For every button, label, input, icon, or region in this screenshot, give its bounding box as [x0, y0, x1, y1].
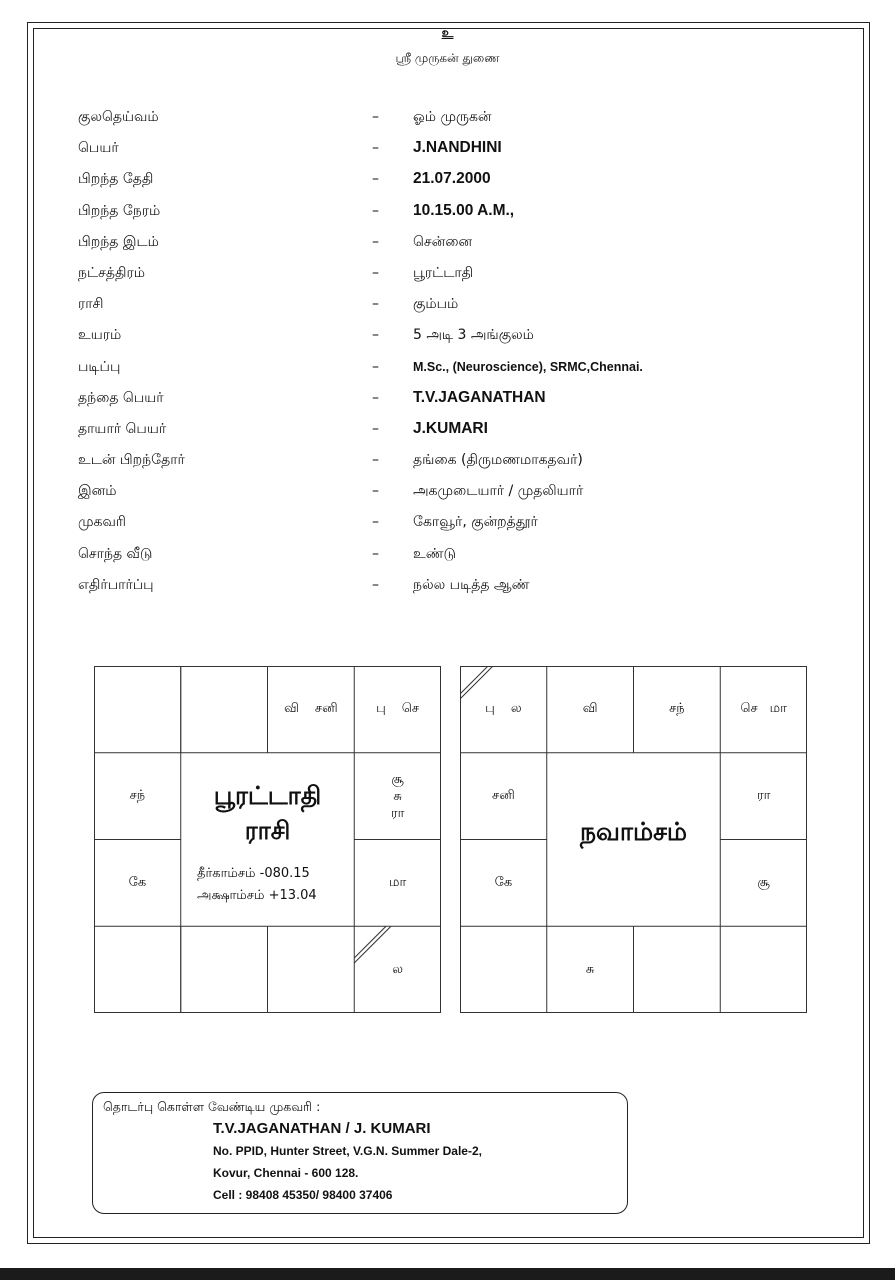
- contact-heading: தொடர்பு கொள்ள வேண்டிய முகவரி :: [103, 1099, 321, 1114]
- detail-separator: –: [372, 514, 379, 531]
- longitude-value: -080.15: [259, 866, 310, 881]
- detail-row: [78, 137, 838, 168]
- detail-separator: –: [372, 420, 379, 437]
- rasi-chart-title: [181, 778, 355, 848]
- detail-label: பெயர்: [78, 140, 119, 157]
- detail-value: J.NANDHINI: [413, 139, 502, 157]
- detail-row: [78, 231, 838, 262]
- detail-row: [78, 356, 838, 387]
- detail-label: இனம்: [78, 483, 117, 500]
- rasi-cell-r2c0: கே: [128, 874, 147, 890]
- detail-value: J.KUMARI: [413, 419, 488, 437]
- bottom-edge: [0, 1268, 895, 1280]
- detail-value: கோவூர், குன்றத்தூர்: [413, 514, 538, 531]
- navamsam-cell-r0c0: பு ல: [485, 701, 522, 717]
- detail-row: [78, 480, 838, 511]
- detail-separator: –: [372, 109, 379, 125]
- navamsam-cell-r0c3: செ மா: [740, 701, 787, 717]
- detail-value: கும்பம்: [413, 296, 459, 313]
- detail-row: [78, 511, 838, 542]
- detail-separator: –: [372, 389, 379, 406]
- latitude-value: +13.04: [268, 888, 317, 903]
- detail-value: தங்கை (திருமணமாகதவர்): [413, 452, 583, 469]
- navamsam-cell-r0c2: சந்: [669, 701, 685, 717]
- contact-phone: Cell : 98408 45350/ 98400 37406: [213, 1188, 393, 1202]
- navamsam-cell-r1c3: ரா: [756, 788, 771, 804]
- navamsam-cell-r1c0: சனி: [492, 788, 515, 804]
- detail-label: ராசி: [78, 296, 104, 313]
- detail-label: தந்தை பெயர்: [78, 389, 164, 406]
- detail-value: சென்னை: [413, 233, 473, 250]
- rasi-cell-r3c3: ல: [392, 961, 404, 977]
- detail-value: 21.07.2000: [413, 170, 491, 188]
- detail-separator: –: [372, 296, 379, 313]
- detail-value: 5 அடி 3 அங்குலம்: [413, 327, 534, 344]
- rasi-cell-r0c3: பு செ: [376, 701, 420, 717]
- contact-address-line2: Kovur, Chennai - 600 128.: [213, 1166, 359, 1180]
- rasi-chart: [94, 666, 441, 1013]
- detail-value: 10.15.00 A.M.,: [413, 201, 515, 219]
- detail-separator: –: [372, 233, 379, 250]
- detail-separator: –: [372, 483, 379, 500]
- rasi-title-rasi: ராசி: [244, 816, 291, 845]
- detail-label: உயரம்: [78, 327, 122, 344]
- rasi-cell-r0c2: வி சனி: [284, 701, 338, 717]
- detail-label: முகவரி: [78, 514, 126, 531]
- detail-label: பிறந்த தேதி: [78, 171, 154, 188]
- rasi-title-star: பூரட்டாதி: [213, 781, 322, 810]
- detail-separator: –: [372, 545, 379, 562]
- contact-name: T.V.JAGANATHAN / J. KUMARI: [213, 1120, 431, 1137]
- blessing-line: ஸ்ரீ முருகன் துணை: [395, 51, 500, 65]
- detail-label: தாயார் பெயர்: [78, 420, 167, 437]
- detail-label: உடன் பிறந்தோர்: [78, 452, 185, 469]
- rasi-cell-r1c0: சந்: [129, 788, 146, 804]
- detail-separator: –: [372, 576, 379, 593]
- detail-value: நல்ல படித்த ஆண்: [413, 576, 530, 593]
- detail-label: படிப்பு: [78, 358, 121, 375]
- detail-label: பிறந்த இடம்: [78, 233, 159, 250]
- detail-value: உண்டு: [413, 545, 457, 562]
- navamsam-chart-title: நவாம்சம்: [579, 817, 688, 846]
- detail-row: [78, 200, 838, 231]
- detail-separator: –: [372, 171, 379, 188]
- rasi-cell-r2c3: மா: [388, 874, 407, 890]
- detail-label: பிறந்த நேரம்: [78, 202, 161, 219]
- detail-row: [78, 387, 838, 418]
- pillaiyar-suzhi: உ: [441, 26, 454, 41]
- navamsam-cell-r2c3: சூ: [757, 874, 770, 890]
- detail-row: [78, 293, 838, 324]
- detail-label: குலதெய்வம்: [78, 109, 159, 125]
- navamsam-cell-r2c0: கே: [494, 874, 513, 890]
- detail-value: ஓம் முருகன்: [413, 109, 492, 125]
- detail-row: [78, 324, 838, 355]
- detail-separator: –: [372, 452, 379, 469]
- detail-row: [78, 418, 838, 449]
- rasi-coordinates: தீர்காம்சம் -080.15 அக்ஷாம்சம் +13.04: [197, 866, 317, 903]
- detail-row: [78, 449, 838, 480]
- detail-value: பூரட்டாதி: [413, 264, 474, 281]
- detail-label: நட்சத்திரம்: [78, 264, 145, 281]
- detail-row: [78, 543, 838, 574]
- detail-separator: –: [372, 140, 379, 157]
- detail-value: அகமுடையார் / முதலியார்: [413, 483, 584, 500]
- rasi-cell-r1c3: சூ சு ரா: [390, 771, 405, 821]
- detail-separator: –: [372, 327, 379, 344]
- detail-label: சொந்த வீடு: [78, 545, 153, 562]
- contact-address-line1: No. PPID, Hunter Street, V.G.N. Summer Dale-2,: [213, 1144, 482, 1158]
- navamsam-cell-r3c1: சு: [585, 961, 595, 977]
- detail-row: [78, 106, 838, 137]
- contact-box: [92, 1092, 628, 1214]
- detail-value: T.V.JAGANATHAN: [413, 388, 546, 406]
- horoscope-details: [78, 106, 838, 605]
- detail-label: எதிர்பார்ப்பு: [78, 576, 154, 593]
- detail-row: [78, 262, 838, 293]
- detail-row: [78, 574, 838, 605]
- detail-separator: –: [372, 202, 379, 219]
- detail-row: [78, 168, 838, 199]
- detail-separator: –: [372, 358, 379, 375]
- detail-value: M.Sc., (Neuroscience), SRMC,Chennai.: [413, 359, 643, 374]
- navamsam-cell-r0c1: வி: [582, 701, 598, 717]
- detail-separator: –: [372, 264, 379, 281]
- navamsam-chart: [460, 666, 807, 1013]
